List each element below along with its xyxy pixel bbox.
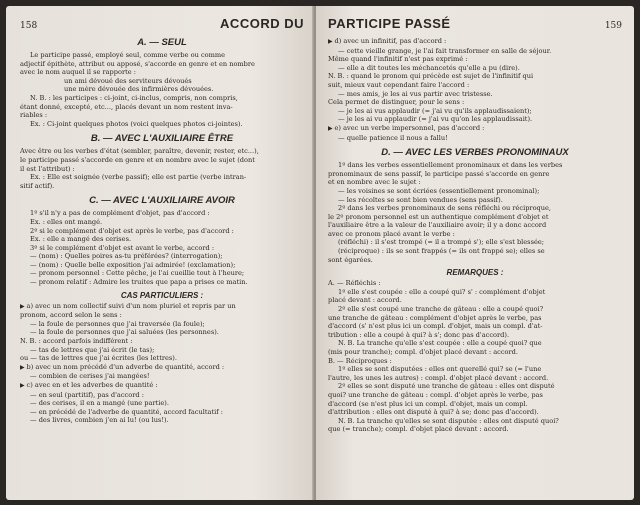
text-line: l'auxiliaire être a la valeur de l'auxiliaire avoir; il y a donc accord	[328, 221, 547, 230]
text-line-content: a) avec un nom collectif suivi d'un nom pluriel et repris par un	[26, 301, 236, 310]
text-line: 2º elle s'est coupé une tranche de gâteau : elle a coupé quoi?	[338, 305, 544, 314]
right-page	[316, 6, 634, 500]
text-line: Ex. : elles ont mangé.	[30, 217, 103, 226]
triangle-bullet-icon: ▶	[20, 302, 27, 310]
text-line: Ex. : elle a mangé des cerises.	[30, 235, 132, 244]
left-page	[6, 6, 314, 500]
text-line: suit, mieux vaut cependant faire l'accord :	[328, 80, 470, 89]
section-d-heading: D. — AVEC LES VERBES PRONOMINAUX	[381, 147, 569, 159]
text-line: — les récoltes se sont bien vendues (sens passif).	[338, 195, 503, 204]
text-line: étant donné, excepté, etc..., placés devant un nom restent inva-	[20, 102, 233, 111]
text-line: avec le nom auquel il se rapporte :	[20, 68, 136, 77]
text-line: — quelle patience il nous a fallu!	[338, 133, 448, 142]
text-line: Avec être ou les verbes d'état (sembler, paraître, devenir, rester, etc...),	[20, 147, 259, 156]
text-line: — la foule de personnes que j'ai saluées (les personnes).	[30, 328, 219, 337]
text-line: (mis pour tranche); compl. d'objet placé devant : accord.	[328, 348, 518, 356]
text-line: placé devant : accord.	[328, 296, 402, 305]
triangle-bullet-icon: ▶	[20, 363, 27, 371]
text-line: Cela permet de distinguer, pour le sens :	[328, 98, 465, 107]
text-line: — cette vieille grange, je l'ai fait transformer en salle de séjour.	[338, 46, 552, 55]
text-line: N. B. : quand le pronom qui précède est sujet de l'infinitif qui	[328, 72, 534, 81]
section-d-text	[328, 161, 622, 264]
text-line: 2º si le complément d'objet est après le verbe, pas d'accord :	[30, 226, 234, 235]
text-line: tribution : elle a coupé à qui? à s'; donc pas d'accord).	[328, 330, 510, 339]
text-line: pronom, accord selon le sens :	[20, 311, 122, 320]
text-line: d'accord (s' n'est plus ici un compl. d'objet, mais un compl. d'at-	[328, 322, 543, 331]
text-line: — combien de cerises j'ai mangées!	[30, 372, 150, 381]
text-line: (réfléchi) : il s'est trompé (= il a trompé s'); elle s'est blessée;	[338, 238, 544, 247]
right-running-head	[328, 16, 622, 31]
text-line: — des livres, combien j'en ai lu! (ou lus!).	[30, 416, 169, 425]
text-line: — la foule de personnes que j'ai traversée (la foule);	[30, 319, 205, 328]
text-line: l'autre, les unes les autres) : compl. d'objet placé devant : accord.	[328, 373, 549, 382]
text-line: d'attribution : elles ont disputé à qui? à se; donc pas d'accord).	[328, 408, 539, 417]
text-line: d'accord (se n'est plus ici un compl. d'objet, mais un compl.	[328, 399, 528, 408]
text-line	[20, 302, 304, 312]
text-line-content: e) avec un verbe impersonnel, pas d'accord :	[334, 123, 485, 132]
text-line: (réciproque) : ils se sont frappés (= ils ont frappé se); elles se	[338, 247, 545, 256]
text-line: N. B. La tranche qu'elles se sont disputée : elles ont disputé quoi?	[338, 416, 559, 425]
text-line: — des cerises, il en a mangé (une partie).	[30, 399, 169, 408]
text-line: — tas de lettres que j'ai écrit (le tas);	[30, 345, 155, 354]
text-line: sitif actif).	[20, 181, 55, 190]
text-line: — je les ai vu applaudir (= j'ai vu qu'on les applaudissait).	[338, 115, 533, 124]
text-line	[328, 124, 622, 134]
text-line: B. — Réciproques :	[328, 356, 392, 365]
text-line: Ex. : Elle est soignée (verbe passif); elle est partie (verbe intran-	[30, 173, 247, 182]
text-line: ou — tas de lettres que j'ai écrites (les lettres).	[20, 354, 177, 363]
text-line: que (= tranche); compl. d'objet placé devant : accord.	[328, 425, 509, 434]
text-line: et en nombre avec le sujet :	[328, 178, 421, 187]
remarques-heading: REMARQUES :	[446, 268, 504, 278]
text-line: — en précédé de l'adverbe de quantité, accord facultatif :	[30, 407, 223, 416]
text-line: 2º dans les verbes pronominaux de sens réfléchi ou réciproque,	[338, 204, 552, 213]
text-line: il est l'attribut) :	[20, 164, 75, 173]
text-line: le 2º pronom personnel est un authentique complément d'objet et	[328, 212, 549, 221]
left-running-head	[20, 16, 304, 31]
text-line: 1º elle s'est coupée : elle a coupé qui? s' : complément d'objet	[338, 287, 546, 296]
text-line: — les voisines se sont écriées (essentiellement pronominal);	[338, 186, 540, 195]
text-line: quoi? une tranche de gâteau : compl. d'objet après le verbe, pas	[328, 390, 543, 399]
text-line: le participe passé s'accorde en genre et en nombre avec le sujet (dont	[20, 155, 255, 164]
text-line: 1º elles se sont disputées : elles ont querellé qui? se (= l'une	[338, 365, 542, 374]
triangle-bullet-icon: ▶	[328, 124, 335, 132]
section-a-text	[20, 51, 304, 128]
left-running-title: ACCORD DU	[220, 16, 304, 31]
section-c-heading: C. — AVEC L'AUXILIAIRE AVOIR	[89, 195, 235, 207]
triangle-bullet-icon: ▶	[20, 382, 27, 389]
right-page-number: 159	[604, 21, 622, 31]
section-a-heading: A. — SEUL	[137, 37, 187, 48]
text-line: un ami dévoué des serviteurs dévoués	[64, 76, 192, 85]
text-line: 1º dans les verbes essentiellement pronominaux et dans les verbes	[338, 161, 563, 170]
text-line: pronominaux de sens passif, le participe passé s'accorde en genre	[328, 169, 550, 178]
right-running-title: PARTICIPE PASSÉ	[328, 16, 451, 31]
text-line: N. B. La tranche qu'elle s'est coupée : elle a coupé quoi? que	[338, 339, 542, 348]
cas-particuliers-text	[20, 302, 304, 425]
top-continuation-text	[328, 37, 622, 142]
text-line: une tranche de gâteau : complément d'objet après le verbe, pas	[328, 313, 542, 322]
text-line: 2º elles se sont disputé une tranche de gâteau : elles ont disputé	[338, 382, 555, 391]
text-line: — (nom) : Quelle belle exposition j'ai admirée! (exclamation);	[30, 260, 236, 269]
section-b-text	[20, 147, 304, 190]
text-line-content: c) avec en et les adverbes de quantité :	[26, 381, 158, 389]
text-line: — je les ai vus applaudir (= j'ai vu qu'ils applaudissaient);	[338, 106, 532, 115]
text-line: une mère dévouée des infirmières dévouées.	[64, 85, 214, 94]
text-line: — en seul (partitif), pas d'accord :	[30, 390, 144, 399]
text-line: Le participe passé, employé seul, comme verbe ou comme	[30, 51, 226, 59]
text-line: Ex. : Ci-joint quelques photos (voici quelques photos ci-jointes).	[30, 119, 243, 128]
text-line: 1º s'il n'y a pas de complément d'objet, pas d'accord :	[30, 209, 210, 218]
text-line: adjectif épithète, attribut ou apposé, s'accorde en genre et en nombre	[20, 59, 255, 68]
left-page-number: 158	[20, 21, 38, 31]
section-b-heading: B. — AVEC L'AUXILIAIRE ÊTRE	[90, 133, 234, 145]
text-line: N. B. : les participes : ci-joint, ci-inclus, compris, non compris,	[30, 93, 238, 102]
text-line: 3º si le complément d'objet est avant le verbe, accord :	[30, 243, 215, 252]
text-line: A. — Réfléchis :	[328, 279, 381, 288]
cas-particuliers-heading: CAS PARTICULIERS :	[120, 290, 204, 300]
text-line	[328, 37, 622, 47]
triangle-bullet-icon: ▶	[328, 38, 335, 45]
text-line: Même quand l'infinitif n'est pas exprimé :	[328, 55, 468, 64]
remarques-text	[328, 279, 622, 434]
text-line: — pronom personnel : Cette pêche, je l'ai cueillie tout à l'heure;	[30, 269, 245, 278]
text-line: sont égarées.	[328, 255, 373, 264]
text-line: N. B. : accord parfois indifférent :	[20, 337, 133, 346]
text-line: — mes amis, je les ai vus partir avec tristesse.	[338, 89, 493, 98]
text-line: avec ce pronom placé avant le verbe :	[328, 229, 455, 238]
text-line: riables :	[20, 111, 48, 120]
text-line-content: b) avec un nom précédé d'un adverbe de quantité, accord :	[26, 362, 225, 371]
text-line: — pronom relatif : Admire les truites que papa a prises ce matin.	[30, 278, 248, 287]
text-line	[20, 381, 304, 391]
text-line: — (nom) : Quelles poires as-tu préférées? (interrogation);	[30, 252, 223, 261]
section-c-text	[20, 209, 304, 286]
text-line-content: d) avec un infinitif, pas d'accord :	[334, 37, 447, 45]
text-line: — elle a dit toutes les méchancetés qu'elle a pu (dire).	[338, 63, 520, 72]
text-line	[20, 363, 304, 373]
